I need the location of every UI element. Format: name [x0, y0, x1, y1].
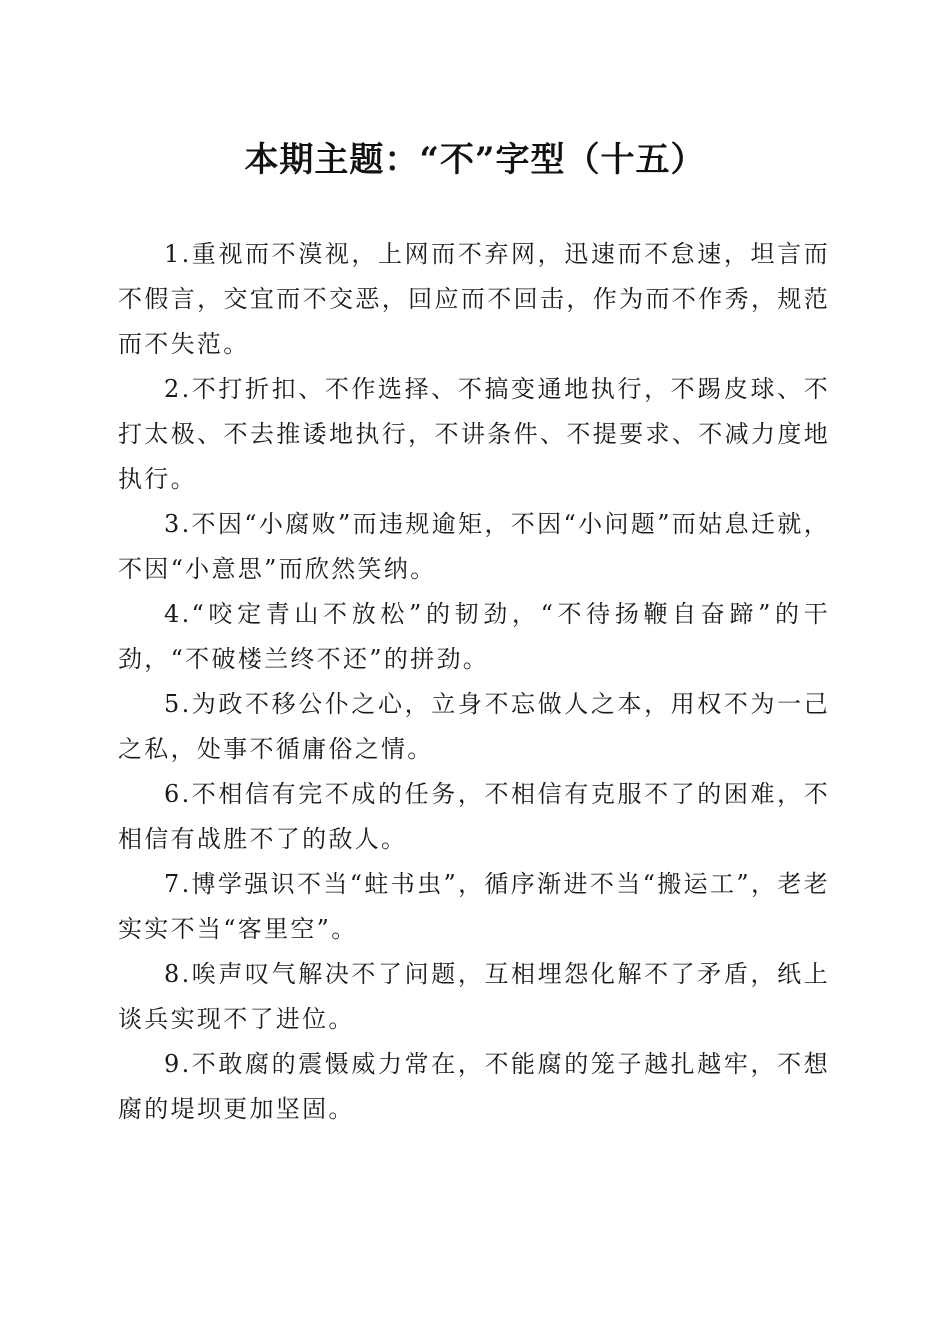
paragraph-5: 5.为政不移公仆之心，立身不忘做人之本，用权不为一己之私，处事不循庸俗之情。: [118, 690, 830, 763]
document-body: [118, 232, 830, 1132]
paragraph-6: 6.不相信有完不成的任务，不相信有克服不了的困难，不相信有战胜不了的敌人。: [118, 780, 830, 853]
paragraph-4: 4.“咬定青山不放松”的韧劲，“不待扬鞭自奋蹄”的干劲，“不破楼兰终不还”的拼劲。: [118, 600, 830, 673]
paragraph-3: 3.不因“小腐败”而违规逾矩，不因“小问题”而姑息迁就，不因“小意思”而欣然笑纳。: [118, 510, 830, 583]
paragraph-8: 8.唉声叹气解决不了问题，互相埋怨化解不了矛盾，纸上谈兵实现不了进位。: [118, 960, 830, 1033]
page-title: 本期主题：“不”字型（十五）: [244, 140, 706, 180]
paragraph-2: 2.不打折扣、不作选择、不搞变通地执行，不踢皮球、不打太极、不去推诿地执行，不讲条件、不提要求、不减力度地执行。: [118, 375, 830, 493]
paragraph-1: 1.重视而不漠视，上网而不弃网，迅速而不怠速，坦言而不假言，交宜而不交恶，回应而不回击，作为而不作秀，规范而不失范。: [118, 240, 830, 358]
paragraph-7: 7.博学强识不当“蛀书虫”，循序渐进不当“搬运工”，老老实实不当“客里空”。: [118, 870, 830, 943]
paragraph-9: 9.不敢腐的震慑威力常在，不能腐的笼子越扎越牢，不想腐的堤坝更加坚固。: [118, 1050, 830, 1123]
